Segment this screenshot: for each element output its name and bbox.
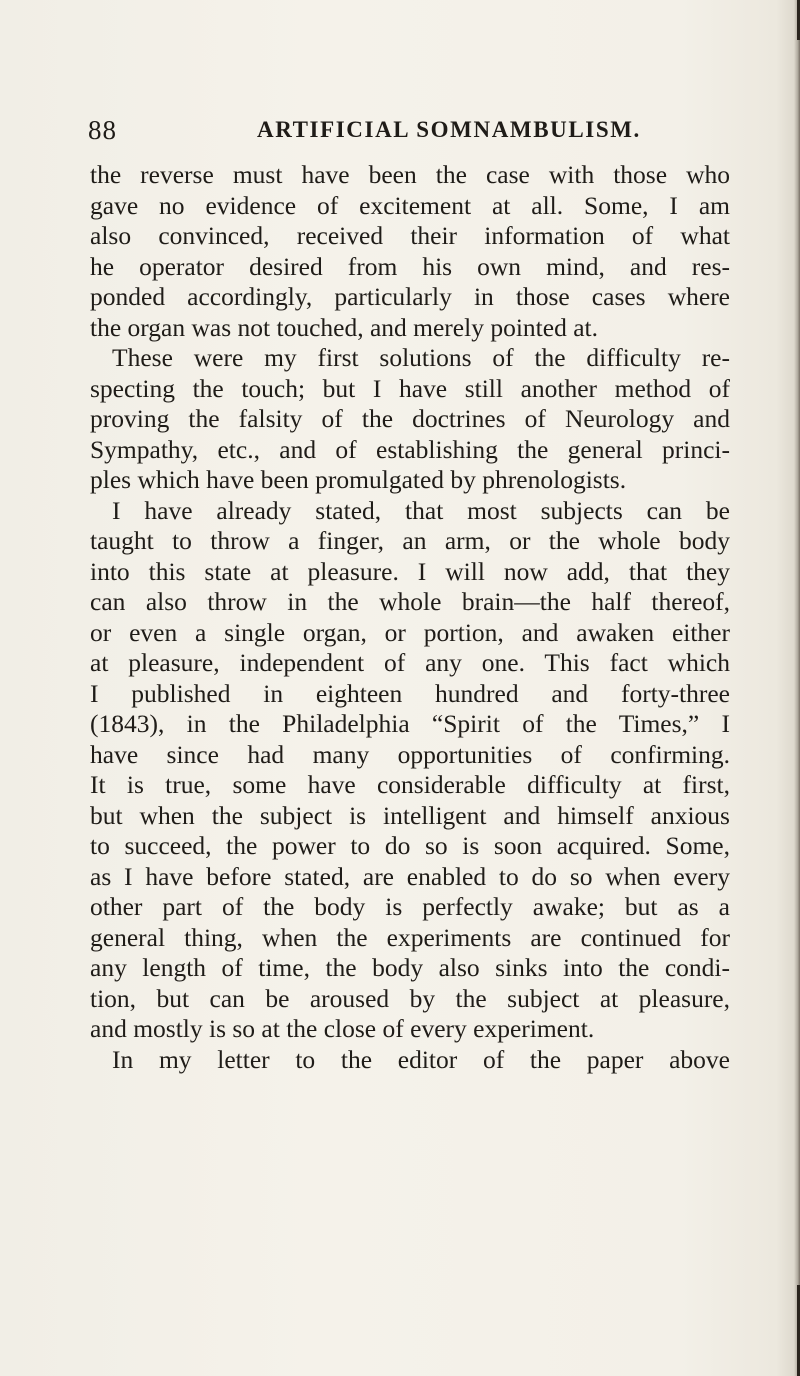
- text-line: any length of time, the body also sinks into the condi-: [90, 953, 730, 982]
- body-text: [90, 160, 730, 1075]
- text-line: into this state at pleasure. I will now add, that they: [90, 556, 730, 586]
- text-line: In my letter to the editor of the paper above: [112, 1044, 730, 1074]
- text-line: can also throw in the whole brain—the half thereof,: [90, 587, 730, 616]
- running-head: ARTIFICIAL SOMNAMBULISM.: [257, 117, 641, 142]
- text-line: he operator desired from his own mind, and res-: [90, 251, 730, 281]
- text-line: It is true, some have considerable difficulty at first,: [90, 770, 730, 799]
- text-line: ples which have been promulgated by phrenologists.: [90, 465, 627, 494]
- text-line: I have already stated, that most subjects can be: [112, 495, 730, 525]
- text-line: taught to throw a finger, an arm, or the whole body: [90, 526, 730, 555]
- text-line: gave no evidence of excitement at all. Some, I am: [90, 190, 730, 220]
- text-line: tion, but can be aroused by the subject at pleasure,: [90, 983, 730, 1013]
- text-line: specting the touch; but I have still another method of: [90, 373, 730, 403]
- page-header: [88, 115, 728, 151]
- text-line: other part of the body is perfectly awake; but as a: [90, 892, 730, 921]
- text-line: proving the falsity of the doctrines of Neurology and: [90, 404, 730, 433]
- text-line: but when the subject is intelligent and himself anxious: [90, 800, 730, 830]
- text-line: as I have before stated, are enabled to do so when every: [90, 861, 730, 891]
- text-line: to succeed, the power to do so is soon acquired. Some,: [90, 831, 730, 860]
- text-line: have since had many opportunities of confirming.: [90, 739, 730, 769]
- text-line: also convinced, received their information of what: [90, 221, 730, 250]
- text-line: I published in eighteen hundred and forty-three: [90, 678, 730, 708]
- text-line: These were my first solutions of the difficulty re-: [112, 343, 730, 372]
- text-line: ponded accordingly, particularly in those cases where: [90, 282, 730, 311]
- text-line: the reverse must have been the case with those who: [90, 160, 730, 189]
- page-edge-shadow: [794, 0, 800, 1376]
- text-line: Sympathy, etc., and of establishing the general princi-: [90, 434, 730, 464]
- text-line: the organ was not touched, and merely pointed at.: [90, 312, 598, 342]
- text-line: or even a single organ, or portion, and awaken either: [90, 617, 730, 647]
- text-line: at pleasure, independent of any one. This fact which: [90, 648, 730, 677]
- page-number: 88: [88, 115, 117, 145]
- text-line: and mostly is so at the close of every experiment.: [90, 1014, 595, 1043]
- text-line: general thing, when the experiments are continued for: [90, 922, 730, 952]
- text-line: (1843), in the Philadelphia “Spirit of the Times,” I: [90, 709, 730, 738]
